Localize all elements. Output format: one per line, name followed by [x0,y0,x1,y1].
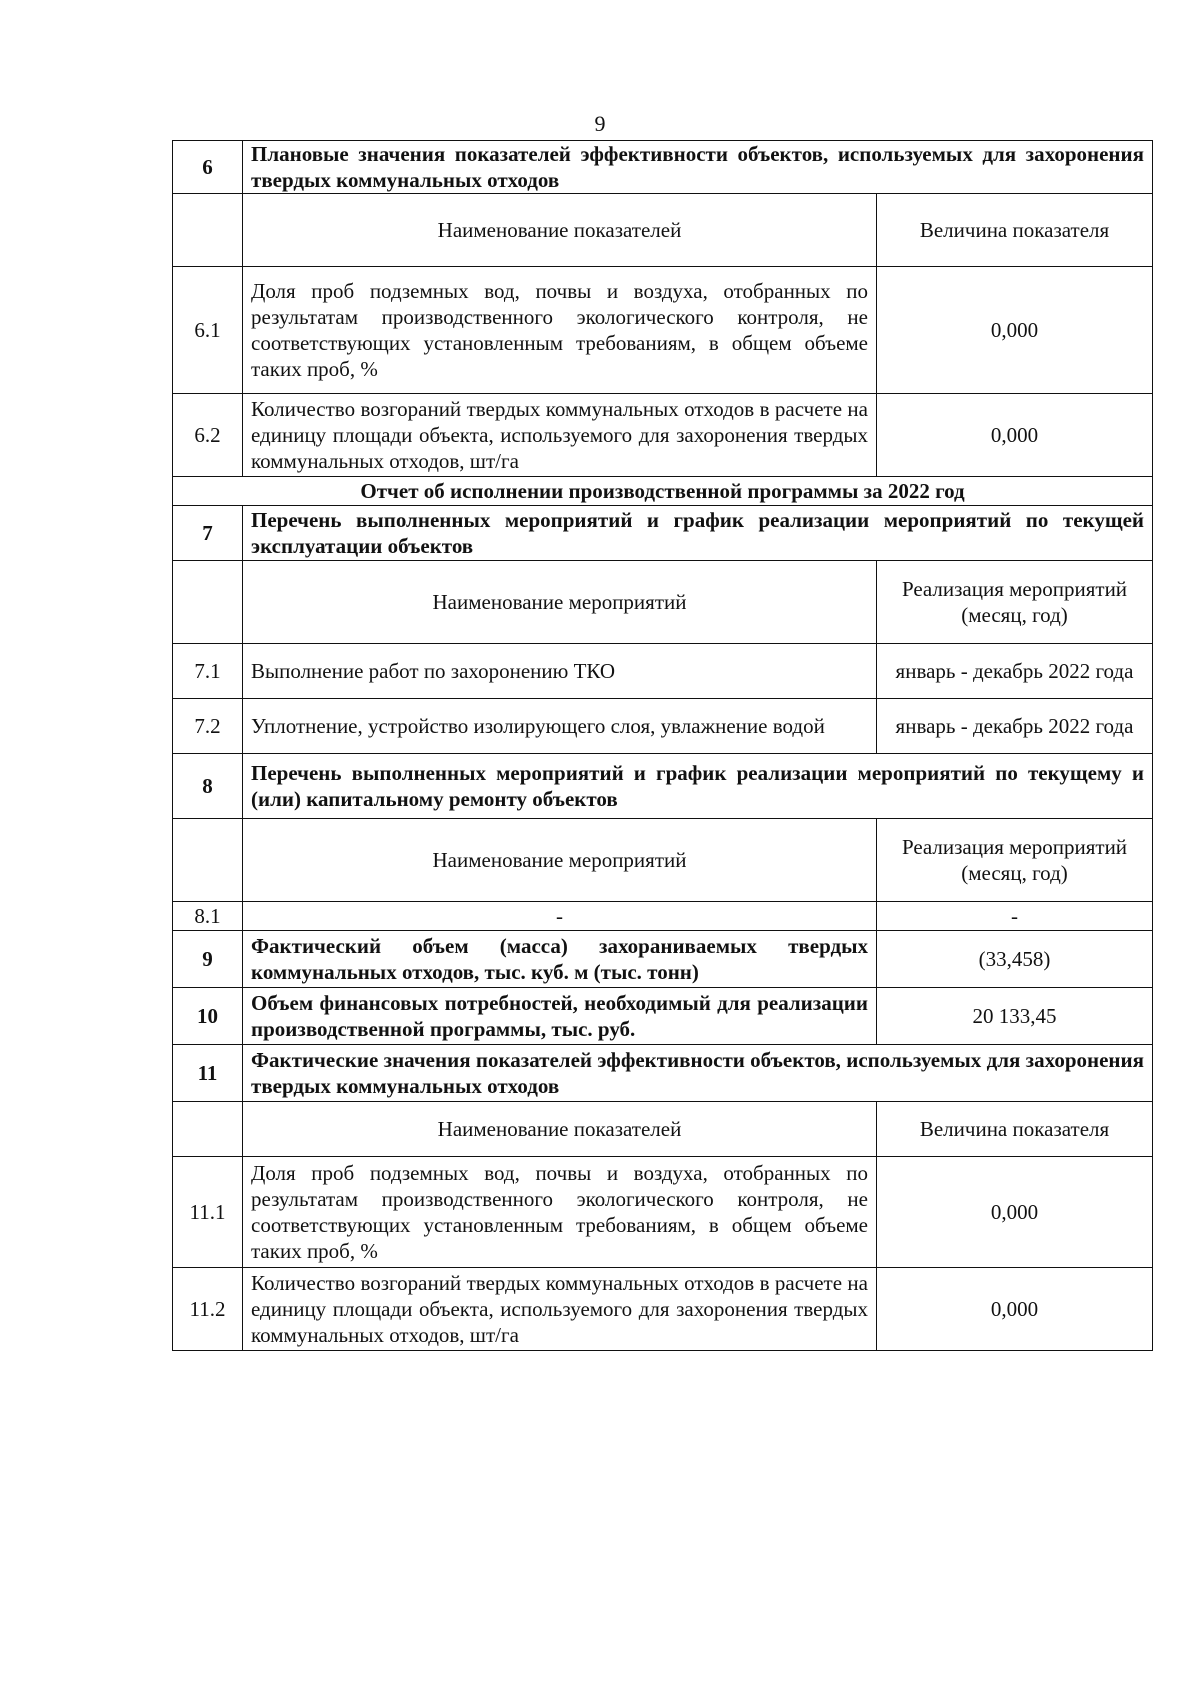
column-header-row [173,194,1153,267]
table-row [173,644,1153,699]
section-title: Плановые значения показателей эффективности объектов, используемых для захоронения твердых коммунальных отходов [243,141,1153,194]
column-header-name: Наименование показателей [243,194,877,267]
section-10-row [173,988,1153,1045]
report-title: Отчет об исполнении производственной программы за 2022 год [173,477,1153,506]
column-header-name: Наименование показателей [243,1102,877,1157]
empty-cell [173,194,243,267]
row-name: - [243,902,877,931]
section-title: Перечень выполненных мероприятий и график реализации мероприятий по текущему и (или) капитальному ремонту объектов [243,754,1153,819]
table-row [173,699,1153,754]
column-header-row [173,1102,1153,1157]
row-number: 6.1 [173,267,243,394]
table-row [173,267,1153,394]
table-row [173,1268,1153,1351]
section-6-header [173,141,1153,194]
row-name: Уплотнение, устройство изолирующего слоя, увлажнение водой [243,699,877,754]
section-title: Фактические значения показателей эффективности объектов, используемых для захоронения твердых коммунальных отходов [243,1045,1153,1102]
row-number: 7.1 [173,644,243,699]
column-header-row [173,561,1153,644]
section-number: 8 [173,754,243,819]
row-name: Доля проб подземных вод, почвы и воздуха, отобранных по результатам производственного экологического контроля, не соответствующих установленным требованиям, в общем объеме таких проб, % [243,1157,877,1268]
row-value: 0,000 [877,1268,1153,1351]
column-header-name: Наименование мероприятий [243,819,877,902]
column-header-value: Величина показателя [877,1102,1153,1157]
report-title-row [173,477,1153,506]
section-title: Перечень выполненных мероприятий и график реализации мероприятий по текущей эксплуатации объектов [243,506,1153,561]
row-number: 7.2 [173,699,243,754]
section-title: Фактический объем (масса) захораниваемых твердых коммунальных отходов, тыс. куб. м (тыс. тонн) [243,931,877,988]
table-row [173,902,1153,931]
table-row [173,1157,1153,1268]
section-number: 7 [173,506,243,561]
empty-cell [173,819,243,902]
row-number: 11.1 [173,1157,243,1268]
section-8-header [173,754,1153,819]
column-header-value: Реализация мероприятий (месяц, год) [877,561,1153,644]
section-number: 6 [173,141,243,194]
row-name: Выполнение работ по захоронению ТКО [243,644,877,699]
row-value: 20 133,45 [877,988,1153,1045]
row-value: 0,000 [877,394,1153,477]
row-number: 8.1 [173,902,243,931]
section-9-row [173,931,1153,988]
column-header-row [173,819,1153,902]
row-value: 0,000 [877,267,1153,394]
empty-cell [173,1102,243,1157]
section-number: 11 [173,1045,243,1102]
section-title: Объем финансовых потребностей, необходимый для реализации производственной программы, тыс. руб. [243,988,877,1045]
section-7-header [173,506,1153,561]
section-number: 10 [173,988,243,1045]
row-value: (33,458) [877,931,1153,988]
row-name: Доля проб подземных вод, почвы и воздуха, отобранных по результатам производственного экологического контроля, не соответствующих установленным требованиям, в общем объеме таких проб, % [243,267,877,394]
row-value: 0,000 [877,1157,1153,1268]
column-header-value: Реализация мероприятий (месяц, год) [877,819,1153,902]
column-header-value: Величина показателя [877,194,1153,267]
row-name: Количество возгораний твердых коммунальных отходов в расчете на единицу площади объекта, используемого для захоронения твердых коммунальных отходов, шт/га [243,394,877,477]
section-number: 9 [173,931,243,988]
row-name: Количество возгораний твердых коммунальных отходов в расчете на единицу площади объекта, используемого для захоронения твердых коммунальных отходов, шт/га [243,1268,877,1351]
row-value: январь - декабрь 2022 года [877,644,1153,699]
row-value: январь - декабрь 2022 года [877,699,1153,754]
section-11-header [173,1045,1153,1102]
empty-cell [173,561,243,644]
row-value: - [877,902,1153,931]
table-row [173,394,1153,477]
row-number: 6.2 [173,394,243,477]
page-number: 9 [594,111,606,136]
production-program-table [172,140,1153,1351]
column-header-name: Наименование мероприятий [243,561,877,644]
row-number: 11.2 [173,1268,243,1351]
